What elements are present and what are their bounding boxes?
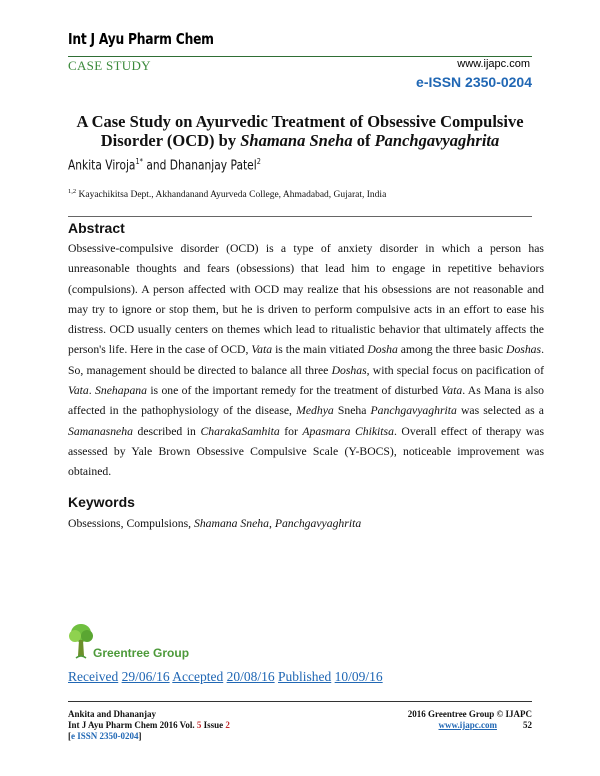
footer-issue: 2 (225, 720, 230, 730)
header-website-link[interactable]: www.ijapc.com (457, 58, 530, 70)
abstract-italic: Snehapana (95, 384, 147, 398)
footer-site-line (408, 720, 532, 731)
abstract-heading: Abstract (68, 220, 125, 236)
keywords-heading: Keywords (68, 494, 135, 510)
footer-website-link[interactable]: www.ijapc.com (438, 720, 497, 730)
abstract-italic: Panchgavyaghrita (370, 404, 457, 418)
affiliation-text: Kayachikitsa Dept., Akhandanand Ayurveda College, Ahmadabad, Gujarat, India (78, 190, 387, 201)
footer-eissn-text: e ISSN 2350-0204 (71, 731, 139, 741)
abstract-text: among the three basic (397, 343, 506, 357)
keywords-separator: , (268, 517, 275, 530)
footer-authors: Ankita and Dhananjay (68, 709, 157, 719)
page-number: 52 (523, 720, 532, 730)
published-date: 10/09/16 (334, 669, 383, 684)
abstract-italic: Vata (68, 384, 89, 398)
footer-volume: 5 (196, 720, 202, 730)
footer-issue-label: Issue (201, 720, 226, 730)
affiliation (68, 188, 386, 200)
author-conjunction: and (142, 158, 170, 174)
abstract-text: described in (132, 424, 201, 438)
tree-icon (68, 622, 94, 662)
abstract-italic: Samanasneha (68, 424, 133, 438)
keywords-italic: Panchgavyaghrita (274, 517, 362, 530)
article-dates (68, 669, 383, 685)
author-1: Ankita Viroja (68, 158, 136, 174)
logo-text: Greentree Group (93, 646, 190, 660)
paper-title (68, 112, 532, 150)
journal-name: Int J Ayu Pharm Chem (68, 30, 214, 48)
footer-citation (68, 720, 230, 731)
title-line2-part: Disorder (OCD) by (100, 131, 241, 150)
abstract-divider (68, 216, 532, 217)
greentree-logo (68, 622, 94, 667)
header-eissn: e-ISSN 2350-0204 (416, 74, 532, 90)
abstract-text: . As Mana is also affected in the pathophysiology of the disease, (68, 384, 545, 418)
abstract-italic: Doshas (331, 363, 367, 377)
footer-divider (68, 701, 532, 702)
abstract-text: is the main vitiated (272, 343, 368, 357)
abstract-italic: Dosha (367, 343, 398, 357)
author-list (68, 157, 261, 173)
header-divider (68, 56, 532, 57)
footer-citation-text: Int J Ayu Pharm Chem 2016 Vol. (68, 720, 197, 730)
published-label: Published (278, 669, 332, 684)
abstract-text: , with special focus on pacification of (366, 363, 544, 377)
author-2: Dhananjay Patel (169, 158, 257, 174)
abstract-text: was selected as a (456, 404, 544, 418)
footer-eissn (68, 731, 230, 742)
abstract-text: is one of the important remedy for the treatment of disturbed (146, 384, 442, 398)
abstract-italic: CharakaSamhita (200, 424, 280, 438)
abstract-italic: Doshas (506, 343, 542, 357)
article-type: CASE STUDY (68, 58, 151, 73)
received-date: 29/06/16 (121, 669, 170, 684)
title-line2-italic: Shamana Sneha (240, 131, 353, 150)
author-2-sup: 2 (256, 157, 261, 166)
keywords-text: Obsessions, Compulsions, (68, 517, 194, 530)
abstract-italic: Vata (441, 384, 463, 398)
accepted-label: Accepted (172, 669, 224, 684)
abstract-italic: Medhya (296, 404, 334, 418)
title-line1: A Case Study on Ayurvedic Treatment of Obsessive Compulsive (76, 112, 524, 131)
title-line2-italic: Panchgavyaghrita (374, 131, 500, 150)
abstract-text: . Overall effect of therapy was assessed by Yale Brown Obsessive Compulsive Scale (Y-BOCS), noticeable improvement was obtained. (68, 424, 544, 479)
abstract-italic: Apasmara Chikitsa (302, 424, 394, 438)
author-1-sup-text: 1* (135, 157, 143, 166)
abstract-text: . (88, 384, 96, 398)
footer-bracket: [ (68, 731, 71, 741)
accepted-date: 20/08/16 (226, 669, 275, 684)
footer-right (408, 709, 532, 731)
keywords-list (68, 517, 361, 530)
abstract-text: Sneha (333, 404, 371, 418)
abstract-text: Obsessive-compulsive disorder (OCD) is a type of anxiety disorder in which a person has unreasonable thoughts and fears (obsessions) that lead him to engage in repetitive behaviors (compulsions). A person affected with OCD may realize that his obsessions are not reasonable and may try to ignore or stop them, but he is driven to perform compulsive acts in an effort to ease his distress. OCD usually centers on themes which lead to ritualistic behavior that ultimately affects the person's life. Here in the case of OCD, (68, 242, 544, 357)
abstract-italic: Vata (251, 343, 273, 357)
title-line2-part: of (352, 131, 375, 150)
abstract-text: for (279, 424, 303, 438)
keywords-italic: Shamana Sneha (193, 517, 269, 530)
footer-bracket: ] (138, 731, 142, 741)
abstract-body (68, 239, 544, 483)
footer-left (68, 709, 230, 742)
footer-copyright: 2016 Greentree Group © IJAPC (407, 709, 532, 719)
affiliation-sup: 1,2 (68, 188, 77, 195)
abstract-text: . So, management should be directed to balance all three (68, 343, 544, 377)
received-label: Received (68, 669, 119, 684)
